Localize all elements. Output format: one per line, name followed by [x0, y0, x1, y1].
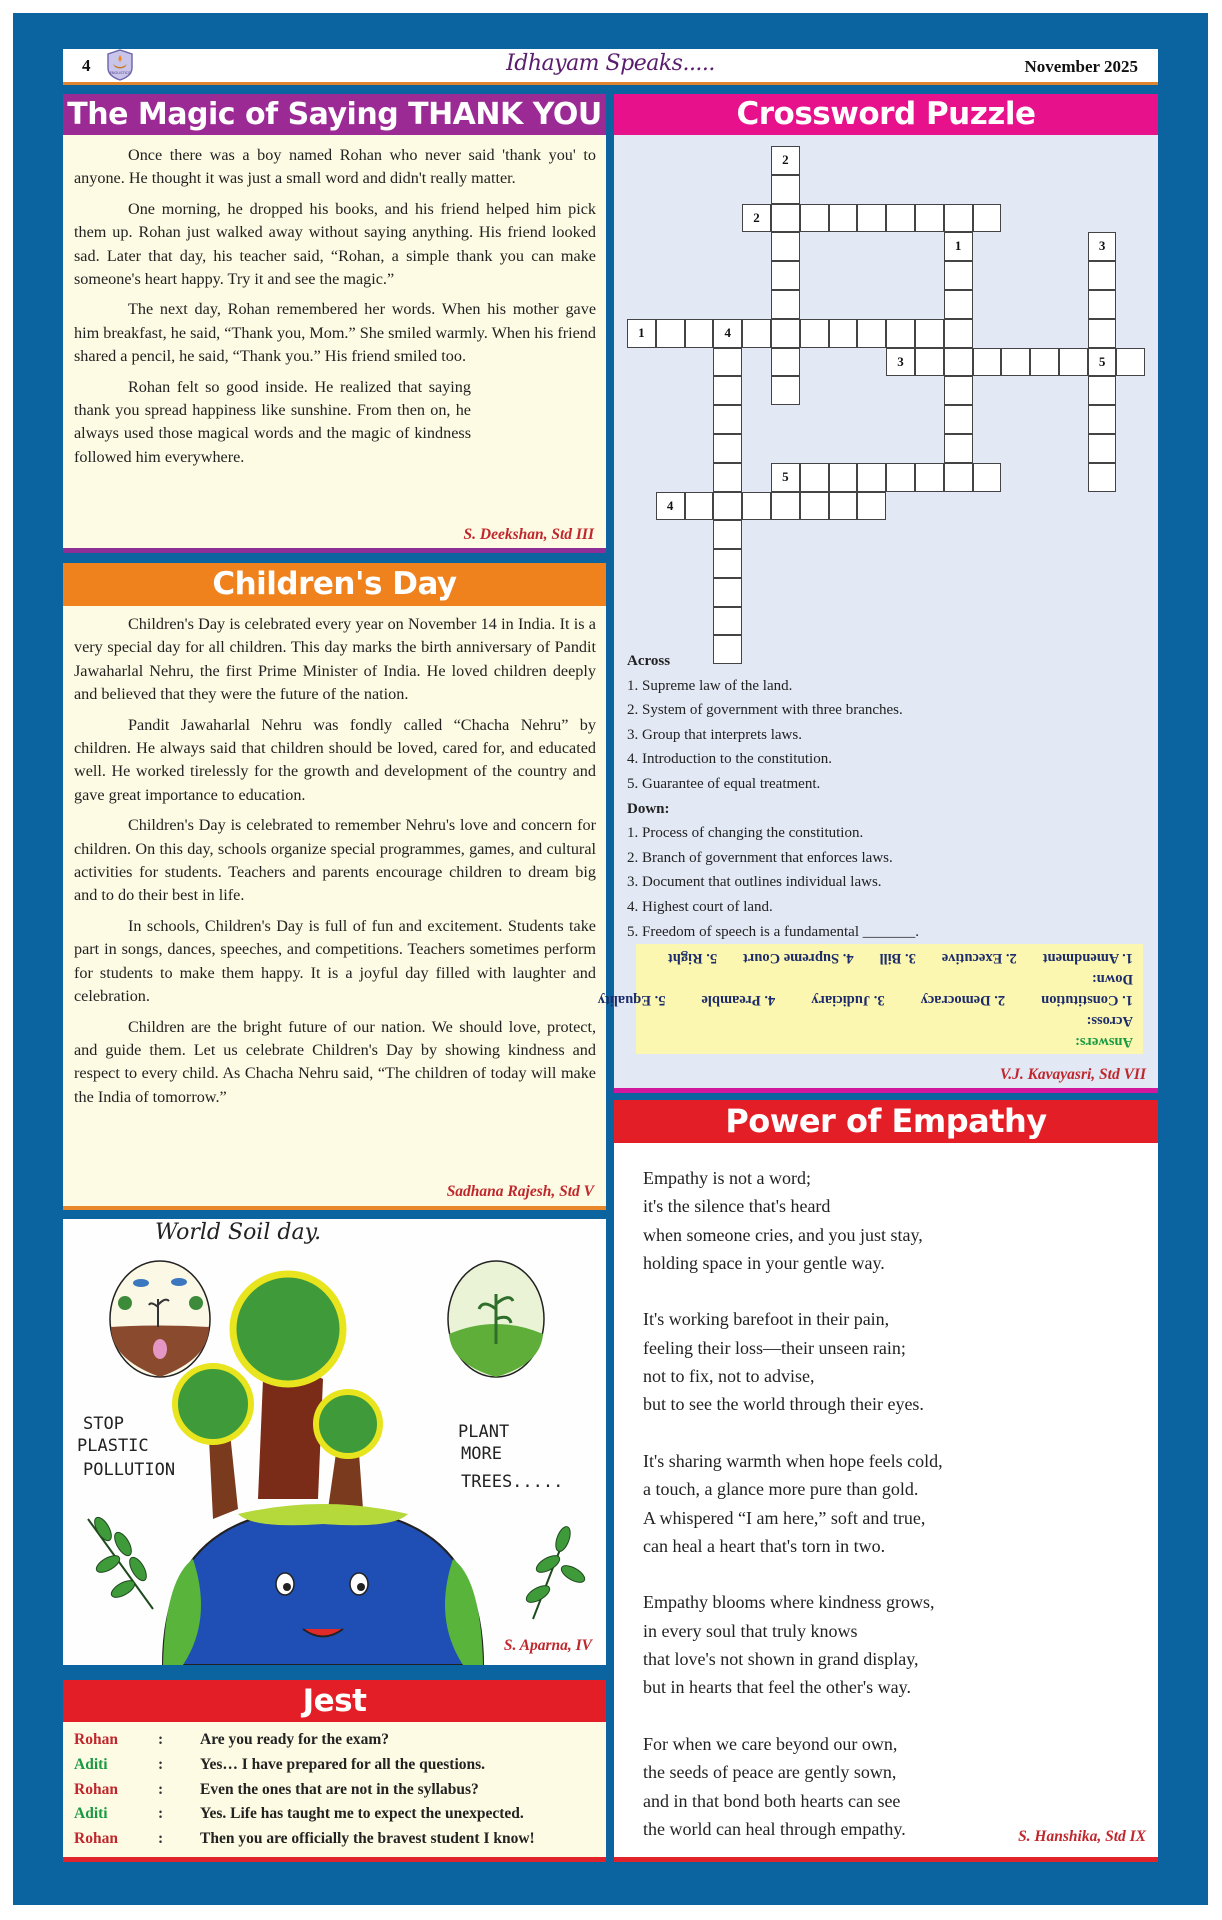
crossword-cell[interactable] — [1001, 348, 1030, 377]
across-clue: 3. Group that interprets laws. — [627, 726, 802, 743]
crossword-cell[interactable] — [1088, 376, 1117, 405]
earth-drawing-icon — [63, 1219, 606, 1665]
crossword-numbered-cell[interactable]: 2 — [742, 204, 771, 233]
story-byline: S. Deekshan, Std III — [463, 526, 594, 543]
crossword-cell[interactable] — [1088, 261, 1117, 290]
story-paragraph: Once there was a boy named Rohan who never said 'thank you' to anyone. He thought it was just a small word and didn't really matter. — [74, 146, 596, 188]
jest-separator: : — [158, 1830, 164, 1848]
poem-line: it's the silence that's heard — [643, 1196, 831, 1217]
crossword-cell[interactable] — [771, 376, 800, 405]
crossword-cell[interactable] — [713, 348, 742, 377]
crossword-cell[interactable] — [771, 319, 800, 348]
poem-line: A whispered “I am here,” soft and true, — [643, 1507, 926, 1528]
crossword-cell[interactable] — [713, 405, 742, 434]
story-paragraph: One morning, he dropped his books, and his friend helped him pick them up. Rohan just walked away without saying anything. His friend looked sad. Later that day, his teacher said, “Rohan, a simple thank you can make someone's heart happy. Try it and see the magic.” — [74, 199, 596, 289]
poem-line: It's sharing warmth when hope feels cold, — [643, 1450, 943, 1471]
answer-item: 5. Equality — [597, 992, 666, 1008]
jest-text: Then you are officially the bravest student I know! — [200, 1830, 535, 1848]
crossword-cell[interactable] — [973, 348, 1002, 377]
answer-item: 2. Executive — [941, 950, 1017, 966]
answer-item: 1. Constitution — [1041, 992, 1133, 1008]
crossword-numbered-cell[interactable]: 3 — [886, 348, 915, 377]
story-paragraph: Rohan felt so good inside. He realized that saying thank you spread happiness like sunshine. From then on, he always used those magical words and the magic of kindness followed him everywhere. — [74, 377, 471, 466]
down-clue: 5. Freedom of speech is a fundamental _______. — [627, 923, 920, 940]
jest-speaker: Rohan — [74, 1780, 118, 1798]
drawing-caption-left-2: PLASTIC — [77, 1436, 149, 1456]
jest-speaker: Rohan — [74, 1731, 118, 1748]
answers-down-label: Down: — [1091, 971, 1133, 987]
poem-byline: S. Hanshika, Std IX — [1018, 1828, 1146, 1845]
article-paragraph: Children are the bright future of our nation. We should love, protect, and guide them. Let us celebrate Children's Day by showing kindness and respect to every child. As Chacha Nehru said, “The children of today will make the India of tomorrow.” — [74, 1017, 596, 1106]
crossword-cell[interactable] — [800, 492, 829, 521]
poem-line: when someone cries, and you just stay, — [643, 1224, 923, 1245]
poem-stanza — [643, 1447, 943, 1560]
crossword-cell[interactable] — [944, 204, 973, 233]
article-paragraph: Pandit Jawaharlal Nehru was fondly called “Chacha Nehru” by children. He always said that children should be loved, cared for, and educated well. He worked tirelessly for the growth and development of the country and gave great importance to education. — [74, 715, 596, 804]
crossword-cell[interactable] — [800, 463, 829, 492]
crossword-cell[interactable] — [829, 319, 858, 348]
crossword-numbered-cell[interactable]: 1 — [627, 319, 656, 348]
story-thank-you-panel — [63, 94, 606, 553]
crossword-cell[interactable] — [800, 204, 829, 233]
poem-line: in every soul that truly knows — [643, 1620, 858, 1641]
poem-line: and in that bond both hearts can see — [643, 1790, 901, 1811]
jest-separator: : — [158, 1780, 164, 1798]
answers-across-list — [562, 991, 1133, 1008]
crossword-cell[interactable] — [915, 204, 944, 233]
crossword-cell[interactable] — [713, 607, 742, 636]
crossword-cell[interactable] — [800, 319, 829, 348]
jest-text: Yes. Life has taught me to expect the unexpected. — [200, 1805, 524, 1823]
answer-item: 4. Supreme Court — [743, 950, 854, 966]
crossword-cell[interactable] — [915, 319, 944, 348]
crossword-cell[interactable] — [886, 319, 915, 348]
crossword-cell[interactable] — [915, 463, 944, 492]
crossword-numbered-cell[interactable]: 1 — [944, 232, 973, 261]
across-clue: 5. Guarantee of equal treatment. — [627, 775, 821, 792]
crossword-cell[interactable] — [857, 204, 886, 233]
crossword-cell[interactable] — [857, 319, 886, 348]
poem-line: but in hearts that feel the other's way. — [643, 1677, 911, 1698]
poem-line: For when we care beyond our own, — [643, 1733, 898, 1754]
poem-line: feeling their loss—their unseen rain; — [643, 1337, 906, 1358]
crossword-answers-upside-down — [597, 944, 1143, 1054]
down-clue: 4. Highest court of land. — [627, 898, 773, 915]
article-paragraph: Children's Day is celebrated every year on November 14 in India. It is a very special day for all children. This day marks the birth anniversary of Pandit Jawaharlal Nehru, the first Prime Minister of India. He loved children deeply and believed that they were the future of the nation. — [74, 615, 596, 704]
answers-across-label: Across: — [1086, 1013, 1133, 1029]
childrens-day-body — [74, 613, 596, 1116]
crossword-cell[interactable] — [973, 204, 1002, 233]
crossword-cell[interactable] — [944, 405, 973, 434]
crossword-title: Crossword Puzzle — [614, 94, 1158, 135]
crossword-cell[interactable] — [944, 319, 973, 348]
across-heading: Across — [627, 653, 671, 669]
across-clue: 1. Supreme law of the land. — [627, 677, 793, 694]
crossword-cell[interactable] — [713, 578, 742, 607]
crossword-cell[interactable] — [886, 204, 915, 233]
crossword-cell[interactable] — [1116, 348, 1145, 377]
jest-speaker: Aditi — [74, 1755, 108, 1773]
jest-speaker: Aditi — [74, 1805, 108, 1823]
crossword-cell[interactable] — [915, 348, 944, 377]
crossword-cell[interactable] — [771, 232, 800, 261]
crossword-byline: V.J. Kavayasri, Std VII — [999, 1066, 1146, 1083]
crossword-cell[interactable] — [1059, 348, 1088, 377]
down-clue: 3. Document that outlines individual laws. — [627, 874, 882, 891]
crossword-cell[interactable] — [771, 204, 800, 233]
jest-text: Yes… I have prepared for all the questions. — [200, 1755, 486, 1773]
crossword-cell[interactable] — [771, 261, 800, 290]
poem-line: holding space in your gentle way. — [643, 1252, 885, 1273]
crossword-cell[interactable] — [713, 549, 742, 578]
poem-line: Empathy is not a word; — [643, 1168, 811, 1188]
jest-panel — [63, 1680, 606, 1862]
article-paragraph: In schools, Children's Day is full of fun and excitement. Students take part in songs, dances, speeches, and competitions. Teachers sometimes perform for students to make them happy. It is a joyful day filled with laughter and celebration. — [74, 916, 596, 1006]
story-title: The Magic of Saying THANK YOU — [63, 94, 606, 135]
poem-line: the seeds of peace are gently sown, — [643, 1762, 897, 1783]
childrens-day-byline: Sadhana Rajesh, Std V — [446, 1183, 594, 1200]
poem-stanza — [643, 1305, 943, 1418]
crossword-cell[interactable] — [713, 520, 742, 549]
poem-line: Empathy blooms where kindness grows, — [643, 1592, 935, 1613]
answers-down-list — [642, 949, 1133, 966]
crossword-panel — [597, 94, 1158, 1093]
crossword-numbered-cell[interactable]: 3 — [1088, 232, 1117, 261]
soil-circle-icon — [110, 1261, 210, 1377]
down-clue: 2. Branch of government that enforces laws. — [627, 849, 893, 866]
crossword-cell[interactable] — [857, 492, 886, 521]
crossword-cell[interactable] — [771, 348, 800, 377]
answer-item: 3. Bill — [879, 950, 916, 966]
story-body — [74, 144, 596, 476]
poem-stanza — [643, 1588, 943, 1701]
drawing-title: World Soil day. — [155, 1220, 322, 1245]
page-number: 4 — [82, 56, 91, 75]
crossword-numbered-cell[interactable]: 5 — [1088, 348, 1117, 377]
poem-body — [643, 1164, 943, 1871]
crossword-clues — [627, 649, 919, 944]
crossword-cell[interactable] — [1088, 405, 1117, 434]
drawing-caption-left-3: POLLUTION — [83, 1460, 176, 1480]
childrens-day-title: Children's Day — [63, 563, 606, 606]
jest-title: Jest — [63, 1680, 606, 1722]
poem-line: that love's not shown in grand display, — [643, 1649, 919, 1670]
crossword-cell[interactable] — [1088, 290, 1117, 319]
drawing-caption-right-2: MORE — [461, 1444, 502, 1464]
crossword-cell[interactable] — [656, 319, 685, 348]
world-soil-day-drawing — [63, 1219, 606, 1665]
across-clue: 2. System of government with three branches. — [627, 702, 903, 719]
poem-stanza — [643, 1730, 943, 1843]
drawing-byline: S. Aparna, IV — [503, 1637, 592, 1654]
crossword-cell[interactable] — [886, 463, 915, 492]
jest-text: Even the ones that are not in the syllabus? — [200, 1780, 479, 1798]
crossword-numbered-cell[interactable]: 2 — [771, 146, 800, 175]
crossword-numbered-cell[interactable]: 4 — [656, 492, 685, 521]
answer-item: 5. Right — [667, 950, 718, 966]
drawing-caption-right-3: TREES..... — [461, 1472, 564, 1492]
crossword-cell[interactable] — [1088, 319, 1117, 348]
crossword-cell[interactable] — [742, 319, 771, 348]
crossword-numbered-cell[interactable]: 4 — [713, 319, 742, 348]
logo-text: ENGLISTICS — [109, 71, 131, 75]
drawing-caption-left-1: STOP — [83, 1414, 124, 1434]
crossword-cell[interactable] — [713, 492, 742, 521]
story-paragraph: The next day, Rohan remembered her words. When his mother gave him breakfast, he said, “Thank you, Mom.” She smiled warmly. When his friend shared a pencil, he said, “Thank you.” His friend smiled too. — [74, 300, 596, 366]
answer-item: 2. Democracy — [920, 992, 1006, 1008]
magazine-title: Idhayam Speaks..... — [506, 51, 715, 76]
crossword-cell[interactable] — [713, 434, 742, 463]
jest-text: Are you ready for the exam? — [200, 1731, 389, 1748]
crossword-cell[interactable] — [944, 261, 973, 290]
poem-line: can heal a heart that's torn in two. — [643, 1535, 886, 1556]
crossword-cell[interactable] — [829, 463, 858, 492]
crossword-cell[interactable] — [685, 492, 714, 521]
jest-separator: : — [158, 1731, 164, 1748]
crossword-cell[interactable] — [944, 463, 973, 492]
poem-line: a touch, a glance more pure than gold. — [643, 1479, 919, 1500]
crossword-cell[interactable] — [713, 376, 742, 405]
poem-line: the world can heal through empathy. — [643, 1818, 906, 1839]
crossword-cell[interactable] — [771, 290, 800, 319]
answer-item: 1. Amendment — [1042, 950, 1133, 966]
crossword-cell[interactable] — [973, 463, 1002, 492]
crossword-cell[interactable] — [771, 175, 800, 204]
drawing-caption-right-1: PLANT — [458, 1422, 510, 1442]
page-header — [63, 49, 1158, 85]
crossword-cell[interactable] — [944, 348, 973, 377]
jest-speaker: Rohan — [74, 1830, 118, 1848]
crossword-cell[interactable] — [944, 434, 973, 463]
down-clue: 1. Process of changing the constitution. — [627, 825, 864, 842]
across-clue: 4. Introduction to the constitution. — [627, 751, 832, 768]
jest-separator: : — [158, 1755, 164, 1773]
poem-title: Power of Empathy — [614, 1100, 1158, 1143]
empathy-poem-panel — [614, 1100, 1158, 1862]
poem-line: not to fix, not to advise, — [643, 1366, 815, 1387]
answer-item: 3. Judiciary — [811, 992, 885, 1008]
crossword-numbered-cell[interactable]: 5 — [771, 463, 800, 492]
issue-date: November 2025 — [1024, 57, 1138, 76]
crossword-cell[interactable] — [713, 463, 742, 492]
crossword-cell[interactable] — [857, 463, 886, 492]
crossword-cell[interactable] — [1088, 434, 1117, 463]
crossword-cell[interactable] — [742, 492, 771, 521]
crossword-cell[interactable] — [829, 204, 858, 233]
crossword-cell[interactable] — [944, 376, 973, 405]
down-heading: Down: — [627, 800, 670, 817]
crossword-cell[interactable] — [771, 492, 800, 521]
crossword-cell[interactable] — [685, 319, 714, 348]
poem-line: It's working barefoot in their pain, — [643, 1309, 890, 1330]
answers-label: Answers: — [1075, 1034, 1133, 1050]
childrens-day-panel — [63, 563, 606, 1210]
jest-separator: : — [158, 1805, 164, 1823]
crossword-cell[interactable] — [1088, 463, 1117, 492]
answer-item: 4. Preamble — [701, 992, 776, 1008]
sapling-circle-icon — [448, 1261, 544, 1377]
poem-line: but to see the world through their eyes. — [643, 1394, 924, 1415]
poem-stanza — [643, 1164, 943, 1277]
crossword-cell[interactable] — [1030, 348, 1059, 377]
crossword-cell[interactable] — [944, 290, 973, 319]
crossword-cell[interactable] — [829, 492, 858, 521]
article-paragraph: Children's Day is celebrated to remember Nehru's love and concern for children. On this day, schools organize special programmes, games, and cultural activities for students. Teachers and parents encourage children to dream big and to do their best in life. — [74, 816, 596, 905]
